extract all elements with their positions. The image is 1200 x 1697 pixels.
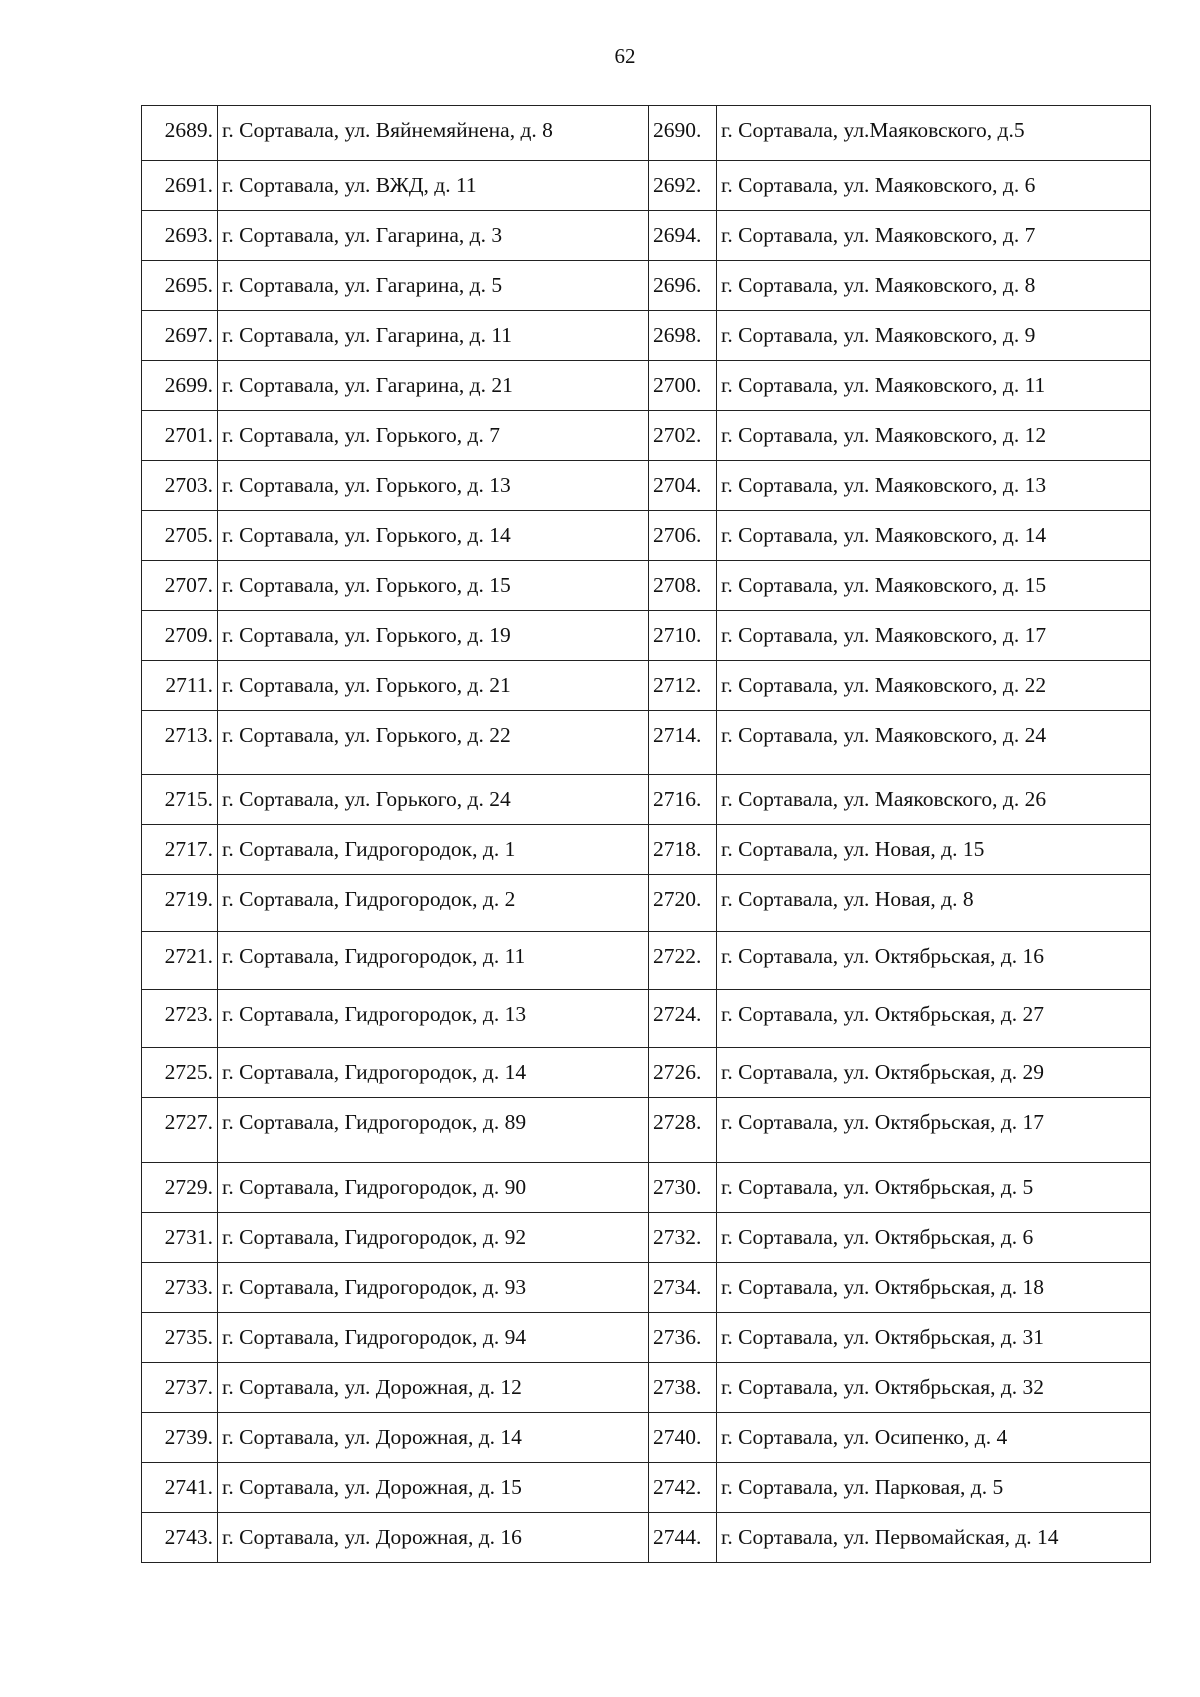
table-row xyxy=(142,1363,1151,1413)
entry-address-cell xyxy=(218,1098,649,1163)
entry-number: 2701. xyxy=(164,423,213,447)
entry-number-cell xyxy=(142,611,218,661)
entry-number-cell xyxy=(142,1213,218,1263)
entry-address-cell xyxy=(218,106,649,161)
address-table-body xyxy=(142,106,1151,1563)
entry-number-cell xyxy=(649,1163,717,1213)
entry-address: г. Сортавала, Гидрогородок, д. 92 xyxy=(222,1225,527,1249)
entry-number: 2702. xyxy=(653,423,702,447)
entry-number: 2692. xyxy=(653,173,702,197)
entry-number: 2728. xyxy=(653,1110,702,1134)
entry-number: 2729. xyxy=(164,1175,213,1199)
entry-address-cell xyxy=(717,1413,1151,1463)
entry-address-cell xyxy=(218,361,649,411)
entry-address-cell xyxy=(717,106,1151,161)
entry-number: 2690. xyxy=(653,118,702,142)
entry-address: г. Сортавала, ул. Новая, д. 15 xyxy=(721,837,985,861)
entry-address: г. Сортавала, ул. Октябрьская, д. 18 xyxy=(721,1275,1045,1299)
entry-number: 2732. xyxy=(653,1225,702,1249)
entry-address-cell xyxy=(717,161,1151,211)
entry-number: 2705. xyxy=(164,523,213,547)
entry-address-cell xyxy=(218,1463,649,1513)
entry-address: г. Сортавала, ул. Маяковского, д. 7 xyxy=(721,223,1036,247)
entry-number: 2698. xyxy=(653,323,702,347)
entry-address-cell xyxy=(218,1363,649,1413)
entry-address: г. Сортавала, ул. Горького, д. 13 xyxy=(222,473,511,497)
entry-address-cell xyxy=(717,1163,1151,1213)
entry-address-cell xyxy=(218,311,649,361)
entry-number: 2696. xyxy=(653,273,702,297)
entry-number: 2689. xyxy=(164,118,213,142)
entry-address: г. Сортавала, ул. Октябрьская, д. 31 xyxy=(721,1325,1045,1349)
entry-number: 2737. xyxy=(164,1375,213,1399)
entry-number-cell xyxy=(649,1463,717,1513)
entry-address-cell xyxy=(717,361,1151,411)
entry-number: 2722. xyxy=(653,944,702,968)
entry-number-cell xyxy=(142,775,218,825)
entry-number: 2730. xyxy=(653,1175,702,1199)
entry-number: 2715. xyxy=(164,787,213,811)
entry-number-cell xyxy=(142,1313,218,1363)
entry-address: г. Сортавала, ул. Маяковского, д. 17 xyxy=(721,623,1047,647)
entry-number-cell xyxy=(649,106,717,161)
entry-address: г. Сортавала, ул. Октябрьская, д. 6 xyxy=(721,1225,1034,1249)
entry-number: 2735. xyxy=(164,1325,213,1349)
entry-address: г. Сортавала, ул. Горького, д. 24 xyxy=(222,787,511,811)
entry-address: г. Сортавала, ул. Дорожная, д. 14 xyxy=(222,1425,522,1449)
entry-address-cell xyxy=(218,1313,649,1363)
entry-address-cell xyxy=(717,990,1151,1048)
entry-address-cell xyxy=(218,1413,649,1463)
entry-address-cell xyxy=(218,1163,649,1213)
entry-address-cell xyxy=(717,825,1151,875)
entry-number: 2707. xyxy=(164,573,213,597)
table-row xyxy=(142,1213,1151,1263)
entry-number-cell xyxy=(142,661,218,711)
entry-number-cell xyxy=(142,211,218,261)
entry-address-cell xyxy=(218,1048,649,1098)
entry-address-cell xyxy=(218,211,649,261)
entry-address: г. Сортавала, ул. Гагарина, д. 3 xyxy=(222,223,503,247)
entry-address-cell xyxy=(218,932,649,990)
page-number: 62 xyxy=(614,44,636,68)
entry-number-cell xyxy=(649,361,717,411)
entry-address: г. Сортавала, ул. Горького, д. 19 xyxy=(222,623,511,647)
entry-number: 2721. xyxy=(164,944,213,968)
entry-number: 2742. xyxy=(653,1475,702,1499)
entry-address: г. Сортавала, ул. ВЖД, д. 11 xyxy=(222,173,477,197)
entry-address-cell xyxy=(218,775,649,825)
table-row xyxy=(142,1413,1151,1463)
entry-address: г. Сортавала, ул. Маяковского, д. 8 xyxy=(721,273,1036,297)
entry-number: 2724. xyxy=(653,1002,702,1026)
entry-address-cell xyxy=(717,1213,1151,1263)
entry-address: г. Сортавала, Гидрогородок, д. 11 xyxy=(222,944,526,968)
entry-address: г. Сортавала, ул. Гагарина, д. 5 xyxy=(222,273,503,297)
entry-number-cell xyxy=(649,875,717,932)
table-row xyxy=(142,875,1151,932)
entry-address: г. Сортавала, ул. Маяковского, д. 26 xyxy=(721,787,1047,811)
entry-number-cell xyxy=(649,461,717,511)
entry-number-cell xyxy=(142,990,218,1048)
table-row xyxy=(142,106,1151,161)
entry-number: 2700. xyxy=(653,373,702,397)
entry-number: 2727. xyxy=(164,1110,213,1134)
table-row xyxy=(142,775,1151,825)
entry-number-cell xyxy=(142,511,218,561)
entry-number: 2697. xyxy=(164,323,213,347)
table-row xyxy=(142,1163,1151,1213)
table-row xyxy=(142,661,1151,711)
entry-address-cell xyxy=(218,561,649,611)
entry-number-cell xyxy=(649,1363,717,1413)
entry-address-cell xyxy=(218,711,649,775)
entry-address-cell xyxy=(717,261,1151,311)
entry-number-cell xyxy=(142,1098,218,1163)
entry-address-cell xyxy=(717,932,1151,990)
entry-number-cell xyxy=(649,775,717,825)
entry-address: г. Сортавала, ул. Гагарина, д. 11 xyxy=(222,323,513,347)
entry-number-cell xyxy=(142,1363,218,1413)
entry-address: г. Сортавала, ул. Маяковского, д. 11 xyxy=(721,373,1046,397)
entry-number: 2716. xyxy=(653,787,702,811)
entry-number-cell xyxy=(649,1413,717,1463)
entry-address-cell xyxy=(717,1263,1151,1313)
entry-number: 2694. xyxy=(653,223,702,247)
entry-number-cell xyxy=(142,1163,218,1213)
table-row xyxy=(142,990,1151,1048)
entry-number-cell xyxy=(142,1048,218,1098)
entry-address: г. Сортавала, Гидрогородок, д. 1 xyxy=(222,837,516,861)
entry-number: 2691. xyxy=(164,173,213,197)
entry-address-cell xyxy=(717,511,1151,561)
entry-number-cell xyxy=(142,932,218,990)
entry-number-cell xyxy=(142,711,218,775)
table-row xyxy=(142,1263,1151,1313)
table-row xyxy=(142,1098,1151,1163)
entry-number-cell xyxy=(142,825,218,875)
entry-address-cell xyxy=(717,711,1151,775)
entry-number-cell xyxy=(142,411,218,461)
entry-address-cell xyxy=(218,461,649,511)
entry-address-cell xyxy=(218,990,649,1048)
entry-address: г. Сортавала, ул. Октябрьская, д. 29 xyxy=(721,1060,1045,1084)
table-row xyxy=(142,211,1151,261)
entry-number-cell xyxy=(142,1513,218,1563)
entry-address: г. Сортавала, ул. Маяковского, д. 6 xyxy=(721,173,1036,197)
entry-number-cell xyxy=(649,825,717,875)
table-row xyxy=(142,1463,1151,1513)
entry-address: г. Сортавала, Гидрогородок, д. 94 xyxy=(222,1325,527,1349)
entry-address: г. Сортавала, ул. Парковая, д. 5 xyxy=(721,1475,1004,1499)
entry-number: 2741. xyxy=(164,1475,213,1499)
entry-number-cell xyxy=(649,990,717,1048)
entry-address-cell xyxy=(717,775,1151,825)
table-row xyxy=(142,511,1151,561)
entry-address-cell xyxy=(218,1513,649,1563)
entry-address: г. Сортавала, ул. Горького, д. 22 xyxy=(222,723,511,747)
entry-number: 2693. xyxy=(164,223,213,247)
table-row xyxy=(142,711,1151,775)
entry-address-cell xyxy=(717,611,1151,661)
entry-address: г. Сортавала, ул. Октябрьская, д. 5 xyxy=(721,1175,1034,1199)
entry-number-cell xyxy=(142,1463,218,1513)
entry-address: г. Сортавала, ул. Осипенко, д. 4 xyxy=(721,1425,1008,1449)
table-row xyxy=(142,1513,1151,1563)
table-row xyxy=(142,361,1151,411)
entry-address: г. Сортавала, Гидрогородок, д. 93 xyxy=(222,1275,527,1299)
table-row xyxy=(142,932,1151,990)
entry-address-cell xyxy=(717,1048,1151,1098)
entry-address: г. Сортавала, Гидрогородок, д. 89 xyxy=(222,1110,527,1134)
entry-number-cell xyxy=(649,711,717,775)
entry-number-cell xyxy=(649,1263,717,1313)
entry-address: г. Сортавала, ул. Дорожная, д. 15 xyxy=(222,1475,522,1499)
entry-address-cell xyxy=(218,1263,649,1313)
entry-number: 2734. xyxy=(653,1275,702,1299)
entry-address-cell xyxy=(717,211,1151,261)
entry-number: 2740. xyxy=(653,1425,702,1449)
table-row xyxy=(142,311,1151,361)
entry-address: г. Сортавала, ул. Маяковского, д. 15 xyxy=(721,573,1047,597)
entry-number: 2695. xyxy=(164,273,213,297)
entry-number: 2704. xyxy=(653,473,702,497)
entry-address-cell xyxy=(717,1363,1151,1413)
entry-address-cell xyxy=(218,161,649,211)
table-row xyxy=(142,1048,1151,1098)
entry-number: 2725. xyxy=(164,1060,213,1084)
entry-number: 2723. xyxy=(164,1002,213,1026)
entry-number-cell xyxy=(649,661,717,711)
entry-number-cell xyxy=(142,461,218,511)
table-row xyxy=(142,461,1151,511)
entry-address: г. Сортавала, ул. Октябрьская, д. 27 xyxy=(721,1002,1045,1026)
entry-number: 2739. xyxy=(164,1425,213,1449)
entry-address: г. Сортавала, Гидрогородок, д. 14 xyxy=(222,1060,527,1084)
entry-number-cell xyxy=(142,161,218,211)
table-row xyxy=(142,1313,1151,1363)
entry-number: 2726. xyxy=(653,1060,702,1084)
entry-address-cell xyxy=(218,1213,649,1263)
entry-number: 2720. xyxy=(653,887,702,911)
entry-number-cell xyxy=(649,411,717,461)
entry-address: г. Сортавала, ул. Дорожная, д. 16 xyxy=(222,1525,522,1549)
entry-number-cell xyxy=(649,1313,717,1363)
entry-number-cell xyxy=(649,561,717,611)
entry-number-cell xyxy=(649,311,717,361)
entry-address: г. Сортавала, ул. Вяйнемяйнена, д. 8 xyxy=(222,118,553,142)
entry-address: г. Сортавала, ул. Маяковского, д. 13 xyxy=(721,473,1047,497)
entry-number: 2714. xyxy=(653,723,702,747)
entry-address: г. Сортавала, ул. Новая, д. 8 xyxy=(721,887,974,911)
entry-address-cell xyxy=(218,261,649,311)
entry-address: г. Сортавала, ул. Горького, д. 14 xyxy=(222,523,511,547)
entry-address-cell xyxy=(218,661,649,711)
entry-number-cell xyxy=(142,875,218,932)
entry-number: 2710. xyxy=(653,623,702,647)
entry-number-cell xyxy=(142,1263,218,1313)
entry-address: г. Сортавала, ул. Октябрьская, д. 32 xyxy=(721,1375,1045,1399)
entry-number-cell xyxy=(142,311,218,361)
entry-number-cell xyxy=(649,1513,717,1563)
entry-address-cell xyxy=(717,1098,1151,1163)
entry-number: 2717. xyxy=(164,837,213,861)
table-row xyxy=(142,161,1151,211)
entry-number-cell xyxy=(649,211,717,261)
entry-number-cell xyxy=(142,1413,218,1463)
entry-address: г. Сортавала, ул. Горького, д. 21 xyxy=(222,673,511,697)
entry-address: г. Сортавала, ул. Горького, д. 15 xyxy=(222,573,511,597)
entry-address-cell xyxy=(717,461,1151,511)
entry-address: г. Сортавала, Гидрогородок, д. 2 xyxy=(222,887,516,911)
entry-address-cell xyxy=(717,875,1151,932)
entry-number-cell xyxy=(142,561,218,611)
entry-number: 2703. xyxy=(164,473,213,497)
entry-number: 2713. xyxy=(164,723,213,747)
entry-number: 2733. xyxy=(164,1275,213,1299)
table-row xyxy=(142,261,1151,311)
entry-address-cell xyxy=(218,825,649,875)
entry-address-cell xyxy=(218,511,649,561)
entry-address-cell xyxy=(717,411,1151,461)
table-row xyxy=(142,561,1151,611)
entry-number: 2743. xyxy=(164,1525,213,1549)
entry-number-cell xyxy=(649,611,717,661)
entry-address: г. Сортавала, ул. Маяковского, д. 9 xyxy=(721,323,1036,347)
entry-address-cell xyxy=(218,611,649,661)
entry-address-cell xyxy=(717,1313,1151,1363)
entry-number-cell xyxy=(649,161,717,211)
entry-address: г. Сортавала, ул. Маяковского, д. 12 xyxy=(721,423,1047,447)
entry-number: 2711. xyxy=(165,673,213,697)
entry-address: г. Сортавала, ул.Маяковского, д.5 xyxy=(721,118,1025,142)
entry-number-cell xyxy=(649,1098,717,1163)
entry-number: 2718. xyxy=(653,837,702,861)
entry-address-cell xyxy=(717,1513,1151,1563)
entry-number-cell xyxy=(649,261,717,311)
entry-address: г. Сортавала, ул. Октябрьская, д. 16 xyxy=(721,944,1045,968)
entry-number-cell xyxy=(142,361,218,411)
entry-number-cell xyxy=(649,511,717,561)
entry-address-cell xyxy=(717,661,1151,711)
entry-address-cell xyxy=(218,875,649,932)
entry-address: г. Сортавала, ул. Маяковского, д. 22 xyxy=(721,673,1047,697)
entry-number: 2731. xyxy=(164,1225,213,1249)
entry-address: г. Сортавала, ул. Октябрьская, д. 17 xyxy=(721,1110,1045,1134)
entry-address-cell xyxy=(717,311,1151,361)
entry-address: г. Сортавала, ул. Дорожная, д. 12 xyxy=(222,1375,522,1399)
table-row xyxy=(142,825,1151,875)
entry-address: г. Сортавала, ул. Горького, д. 7 xyxy=(222,423,500,447)
entry-number-cell xyxy=(142,106,218,161)
entry-address: г. Сортавала, ул. Гагарина, д. 21 xyxy=(222,373,513,397)
entry-number-cell xyxy=(649,1048,717,1098)
entry-number: 2738. xyxy=(653,1375,702,1399)
entry-address-cell xyxy=(218,411,649,461)
entry-address-cell xyxy=(717,1463,1151,1513)
entry-number: 2708. xyxy=(653,573,702,597)
entry-address: г. Сортавала, ул. Маяковского, д. 14 xyxy=(721,523,1047,547)
entry-number: 2744. xyxy=(653,1525,702,1549)
entry-number: 2706. xyxy=(653,523,702,547)
entry-number-cell xyxy=(142,261,218,311)
entry-address: г. Сортавала, ул. Маяковского, д. 24 xyxy=(721,723,1047,747)
entry-number: 2709. xyxy=(164,623,213,647)
entry-number-cell xyxy=(649,932,717,990)
entry-address: г. Сортавала, Гидрогородок, д. 13 xyxy=(222,1002,527,1026)
entry-address: г. Сортавала, ул. Первомайская, д. 14 xyxy=(721,1525,1059,1549)
entry-number-cell xyxy=(649,1213,717,1263)
entry-number: 2736. xyxy=(653,1325,702,1349)
entry-address: г. Сортавала, Гидрогородок, д. 90 xyxy=(222,1175,527,1199)
entry-address-cell xyxy=(717,561,1151,611)
entry-number: 2712. xyxy=(653,673,702,697)
entry-number: 2699. xyxy=(164,373,213,397)
address-table xyxy=(141,105,1151,1563)
table-row xyxy=(142,411,1151,461)
table-row xyxy=(142,611,1151,661)
entry-number: 2719. xyxy=(164,887,213,911)
